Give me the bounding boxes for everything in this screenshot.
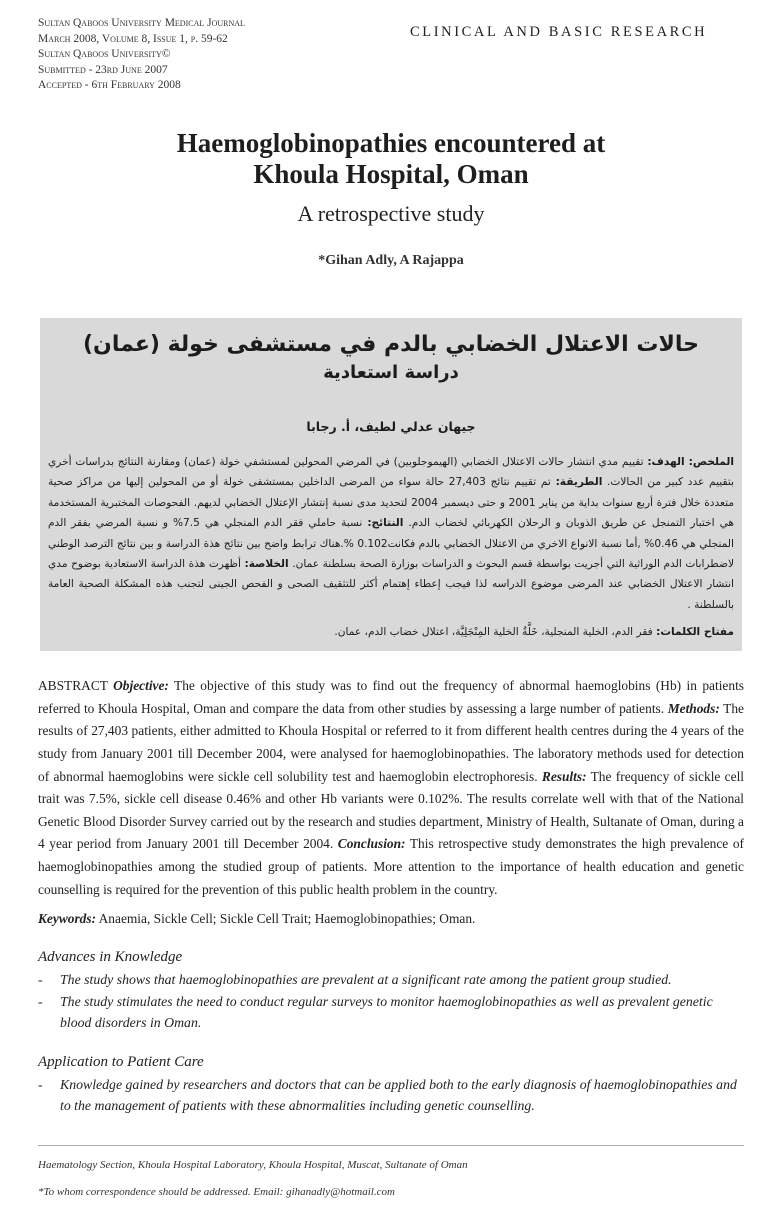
arabic-conclusion: أظهرت هذة الدراسة الاستعادية بوضوح مدي انتشار الاعتلال الخضابي عند المرضى موضوع الدراسه لذا فيجب إعطاء إهتمام أكثر للتثقيف الصحى و الفحص الجينى لتجنب هذه المشكلة الصحية العامة بالسلطنة . xyxy=(48,558,734,611)
keywords xyxy=(38,909,744,929)
arabic-label: الملخص: الهدف: xyxy=(647,456,734,468)
arabic-abstract xyxy=(48,452,734,615)
list-item-text: The study stimulates the need to conduct regular surveys to monitor haemoglobinopathies as well as prevalent genetic blood disorders in Oman. xyxy=(60,993,713,1031)
results-text: The frequency of sickle cell trait was 7.5%, sickle cell disease 0.46% and other Hb variants were 0.102%. The results correlate well with that of the National Genetic Blood Disorder Survey carried out by the research and studies department, Ministry of Health, Sultanate of Oman, during a 4 year period from January 2001 till December 2004. xyxy=(38,768,745,852)
arabic-title: حالات الاعتلال الخضابي بالدم في مستشفى خولة (عمان) xyxy=(83,332,699,357)
title-line: Khoula Hospital, Oman xyxy=(253,159,529,189)
submitted-date: Submitted - 23rd June 2007 xyxy=(38,63,168,76)
advances-heading: Advances in Knowledge xyxy=(38,949,183,966)
accepted-date: Accepted - 6th February 2008 xyxy=(38,79,181,92)
arabic-keywords xyxy=(48,623,734,641)
arabic-label: الخلاصة: xyxy=(244,558,289,571)
english-abstract xyxy=(38,675,744,901)
advances-in-knowledge xyxy=(38,947,744,1034)
journal-metadata xyxy=(38,16,245,94)
conclusion-label: Conclusion: xyxy=(337,836,406,852)
issue-info: March 2008, Volume 8, Issue 1, p. 59-62 xyxy=(38,32,228,45)
methods-text: The results of 27,403 patients, either admitted to Khoula Hospital or referred to it from different health centres during the 4 years of the study from January 2001 till December 2004, were analysed for haemoglobinopathies. The laboratory methods used for detection of abnormal haemoglobins were sickle cell solubility test and haemoglobin electrophoresis. xyxy=(38,700,744,784)
arabic-subtitle: دراسة استعادية xyxy=(323,362,459,383)
keywords-text: Anaemia, Sickle Cell; Sickle Cell Trait; Haemoglobinopathies; Oman. xyxy=(96,911,476,927)
list-item-text: Knowledge gained by researchers and doctors that can be applied both to the early diagnosis of haemoglobinopathies and to the management of patients with these abnormalities including genetic counselling. xyxy=(60,1076,737,1114)
title-line: Haemoglobinopathies encountered at xyxy=(176,128,606,158)
arabic-authors: جيهان عدلي لطيف، أ. رجابا xyxy=(306,419,476,434)
list-item xyxy=(38,969,744,991)
copyright: Sultan Qaboos University© xyxy=(38,48,171,61)
authors: *Gihan Adly, A Rajappa xyxy=(318,253,464,268)
journal-name: Sultan Qaboos University Medical Journal xyxy=(38,17,245,29)
objective-label: Objective: xyxy=(113,678,169,694)
footnote-divider xyxy=(38,1145,744,1146)
objective-text: The objective of this study was to find out the frequency of abnormal haemoglobins (Hb) in patients referred to Khoula Hospital, Oman and compare the data from other studies by assessing a large number of patients. xyxy=(38,678,744,716)
section-label: CLINICAL AND BASIC RESEARCH xyxy=(410,24,708,40)
arabic-label: مفتاح الكلمات: xyxy=(656,626,734,639)
application-to-patient-care xyxy=(38,1052,744,1117)
page-header xyxy=(0,0,780,112)
keywords-label: Keywords: xyxy=(38,911,97,927)
article-body xyxy=(0,112,780,1220)
results-label: Results: xyxy=(541,768,587,784)
article-subtitle: A retrospective study xyxy=(297,201,485,226)
list-item xyxy=(38,991,744,1034)
list-item-text: The study shows that haemoglobinopathies are prevalent at a significant rate among the patient group studied. xyxy=(60,972,672,988)
list-item xyxy=(38,1074,744,1117)
affiliation-footnote: Haematology Section, Khoula Hospital Laboratory, Khoula Hospital, Muscat, Sultanate of Oman xyxy=(38,1158,468,1171)
bullet-dash: - xyxy=(38,972,43,988)
arabic-label: النتائج: xyxy=(367,517,404,530)
article-title xyxy=(38,128,744,190)
arabic-keywords-text: فقر الدم، الخلية المنجلية، خَلَّةُ الخلية المِنْجَلِيَّة، اعتلال خضاب الدم، عمان. xyxy=(334,626,657,639)
arabic-objective: تقييم مدي انتشار حالات الاعتلال الخضابي (الهيموجلوبين) في المرضي المحولين لمستشفي خولة (عمان) ومقارنة النتائج بدراسات أخري بتقييم عدد كبير من الحالات. xyxy=(48,456,735,489)
arabic-results: نسبة حاملي فقر الدم المنجلي هي 7.5% و نسبة المرضي بفقر الدم المنجلي هي 0.46% ,أما نسبة الانواع الاخري من الاعتلال الخضابي بالدم فكانت0.102 %.هناك ترابط واضح بين نتائج هذة الدراسة و بين نتائج الترصد الوطني لاضطرابات الدم الوراثية التي أجريت بواسطة قسم البحوث و الدراسات بوزارة الصحة بسلطنة عمان. xyxy=(48,517,734,571)
correspondence-footnote: *To whom correspondence should be addressed. Email: gihanadly@hotmail.com xyxy=(38,1185,395,1198)
arabic-method: تم تقييم نتائج 27,403 حالة سواء من المرضى الداخلين بمستشفى خولة أو من المحولين إليها من مراكز صحية متعددة خلال فترة أربع سنوات بداية من يناير 2001 و حتى ديسمبر 2004 لتحديد مدى نسبة إنتشار الإعتلال الخضابي لديهم. الفحوصات المختبرية المستخدمة هي اختبار التمنجل عن طريق الذوبان و الرحلان الكهربائي لخضاب الدم. xyxy=(48,476,734,530)
bullet-dash: - xyxy=(38,1076,43,1092)
arabic-label: الطريقة: xyxy=(555,476,603,489)
arabic-abstract-box xyxy=(40,318,742,651)
application-heading: Application to Patient Care xyxy=(38,1053,204,1070)
conclusion-text: This retrospective study demonstrates the high prevalence of haemoglobinopathies among the studied group of patients. More attention to the importance of health education and genetic counselling is required for the prevention of this public health problem in the country. xyxy=(38,836,744,897)
abstract-label: ABSTRACT xyxy=(38,678,108,694)
bullet-dash: - xyxy=(38,993,43,1009)
methods-label: Methods: xyxy=(667,700,720,716)
